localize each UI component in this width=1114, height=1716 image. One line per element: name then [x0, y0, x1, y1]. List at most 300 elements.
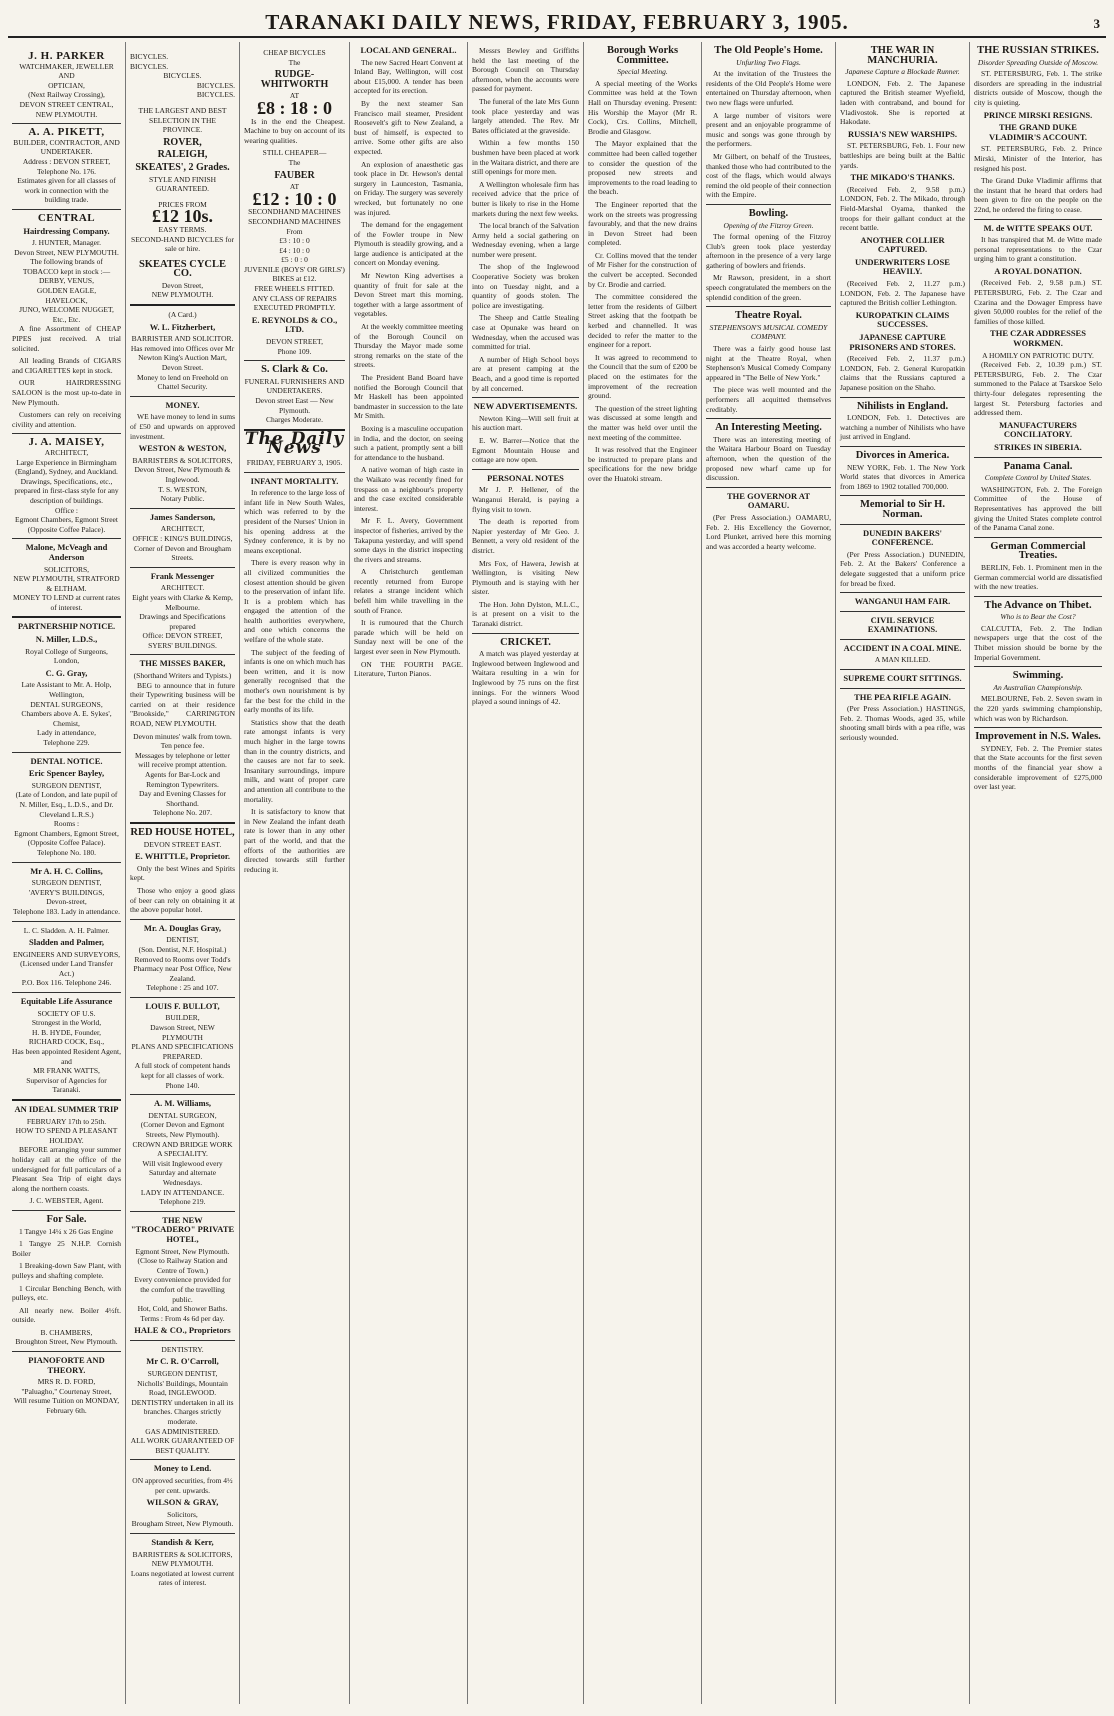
ocarroll-line: DENTISTRY undertaken in all its branches. Charges strictly moderate.	[131, 1397, 234, 1427]
baker-title: THE MISSES BAKER,	[139, 658, 226, 669]
war-title: THE WAR IN MANCHURIA.	[867, 45, 938, 66]
article-paragraph: The subject of the feeding of infants is one on which much has been written, and it is now generally recognised that the mother's own nourishment is by far the best for the child in the early months of its life.	[244, 647, 345, 715]
clark-line: Charges Moderate.	[266, 415, 323, 425]
baker-line: Agents for Bar-Lock and Remington Typewriters.	[144, 770, 221, 789]
news-paragraph: It is rumoured that the Church parade which will be held on Sunday next will be one of the largest ever seen in New Plymouth.	[354, 618, 463, 657]
bicycle-header	[130, 52, 235, 135]
mirski-title: PRINCE MIRSKI RESIGNS.	[983, 109, 1093, 120]
brand-skeates: SKEATES', 2 Grades.	[135, 161, 230, 173]
thibet-body: CALCUTTA, Feb. 2. The Indian newspapers urge that the cost of the Thibet mission should be borne by the Imperial Government.	[974, 623, 1102, 662]
pikett-line: Address : DEVON STREET,	[22, 156, 111, 166]
sladden-line: (Licensed under Land Transfer Act.)	[20, 959, 113, 978]
summer-agent: J. C. WEBSTER, Agent.	[29, 1196, 104, 1206]
secondhand-price: From	[286, 226, 303, 236]
maisey-line: Drawings, Specifications, etc., prepared in first-class style for any description of buildings.	[14, 476, 119, 505]
fitzherbert-line: Has removed into Offices over Mr Newton King's Auction Mart, Devon Street.	[130, 343, 235, 373]
standish-line: Loans negotiated at lowest current rates of interest.	[130, 1568, 235, 1588]
money-body: WE have money to lend in sums of £50 and upwards on approved investment.	[130, 412, 235, 441]
hair-note: All leading Brands of CIGARS and CIGARETTES kept in stock.	[12, 356, 121, 375]
pea-rifle-body: (Per Press Association.) HASTINGS, Feb. 2. Thomas Woods, aged 35, while shooting small birds with a pea rifle, was seriously wounded.	[840, 704, 965, 743]
news-paragraph: The local branch of the Salvation Army held a social gathering on Wednesday evening, when a large number were present.	[472, 221, 579, 259]
prisoners-title: JAPANESE CAPTURE PRISONERS AND STORES.	[849, 332, 956, 352]
underwriters-body: (Received Feb. 2, 11.27 p.m.) LONDON, Feb. 2. The Japanese have captured the British collier Lethington.	[840, 279, 965, 308]
sale-item: 1 Circular Benching Bench, with pulleys, etc.	[12, 1283, 121, 1303]
personal-note: Mr J. P. Hellener, of the Wanganui Herald, is paying a flying visit to town.	[472, 485, 579, 514]
theatre-body	[706, 344, 831, 414]
malone-details	[12, 565, 121, 613]
ocarroll-line: Nicholls' Buildings, Mountain Road, INGLEWOOD.	[137, 1378, 228, 1398]
summer-body: BEFORE arranging your summer holiday call at the office of the undersigned for full particulars of a Pleasant Sea Trip of eight days along the northern coasts.	[12, 1145, 121, 1193]
douglas-details	[130, 935, 235, 993]
column-1-advertisements	[8, 42, 126, 1704]
hair-subtitle: Hairdressing Company.	[23, 225, 110, 236]
fitzherbert-line: BARRISTER AND SOLICITOR.	[131, 334, 234, 344]
page-number: 3	[1093, 16, 1100, 31]
cricket-body: A match was played yesterday at Inglewood between Inglewood and Waitara resulting in a win for Inglewood by 75 runs on the first innings. For the winners Wood played a sound innings of 42.	[472, 649, 579, 707]
gray-line: DENTAL SURGEONS,	[30, 699, 103, 709]
parker-name: J. H. PARKER	[28, 50, 105, 62]
baker-line: Day and Evening Classes for Shorthand.	[138, 789, 227, 808]
baker-details	[130, 732, 235, 818]
news-paragraph: Boxing is a masculine occupation in India, and the doctor, on seeing such a patient, promptly sent a bill for attendance to the husband.	[354, 423, 463, 462]
bakers-title: DUNEDIN BAKERS' CONFERENCE.	[862, 527, 943, 548]
news-paragraph: A native woman of high caste in the Waikato was recently fined for trespass on a neighbour's property and the case excited considerable interest.	[354, 465, 463, 513]
ocarroll-line: ALL WORK GUARANTEED OF BEST QUALITY.	[130, 1436, 235, 1455]
nsw-body: SYDNEY, Feb. 2. The Premier states that the State accounts for the first seven months of the financial year show a considerable improvement of £275,000 over last year.	[974, 743, 1102, 792]
sale-item: 1 Breaking-down Saw Plant, with pulleys and shafting complete.	[12, 1261, 121, 1280]
news-paragraph: The committee considered the letter from the residents of Gilbert Street asking that the footpath be kerbed and channelled. It was decided to refer the matter to the engineer for a report.	[588, 292, 697, 350]
maisey-line: Egmont Chambers, Egmont Street (Opposite Coffee Palace).	[15, 515, 118, 534]
news-paragraph: The Grand Duke Vladimir affirms that the instant that he heard that orders had been given to fire on the people on the 22nd, he ordered the firing to cease.	[974, 176, 1102, 214]
newspaper-page	[8, 6, 1106, 1710]
supreme-court-title: SUPREME COURT SITTINGS.	[843, 673, 962, 684]
news-paragraph: A Christchurch gentleman recently returned from Europe relates a strange incident which befell him while travelling in the south of France.	[354, 567, 463, 615]
hair-manager: J. HUNTER, Manager.	[32, 238, 101, 248]
bicycle-word: BICYCLES.	[130, 61, 169, 71]
second-hand: SECOND-HAND BICYCLES for sale or hire.	[131, 234, 234, 254]
cheap-bicycles: CHEAP BICYCLES	[263, 48, 326, 57]
malone-line: MONEY TO LEND at current rates of interest.	[12, 593, 121, 612]
sale-agent: B. CHAMBERS,	[40, 1327, 93, 1337]
weston-line: Notary Public.	[160, 494, 205, 504]
secondhand-price: £3 : 10 : 0	[279, 236, 310, 246]
meeting-body: There was an interesting meeting of the Waitara Harbour Board on Tuesday afternoon, when the question of the proposed new wharf came up for discussion.	[706, 434, 831, 483]
clark-name: S. Clark & Co.	[261, 364, 328, 376]
news-paragraph: At the invitation of the Trustees the residents of the Old People's Home were entertained on Thursday afternoon, when two new flags were unfurled.	[706, 69, 831, 107]
news-paragraph: Cr. Collins moved that the tender of Mr Fisher for the construction of the culvert be accepted. Seconded by Cr. Brodie and carried.	[588, 250, 697, 289]
czar-workmen-title: THE CZAR ADDRESSES WORKMEN.	[990, 328, 1086, 349]
news-paragraph: A large number of visitors were present and an enjoyable programme of music and songs was gone through by the performers.	[706, 110, 831, 149]
whittle-name: E. WHITTLE, Proprietor.	[134, 851, 230, 862]
pikett-name: A. A. PIKETT,	[28, 126, 105, 139]
tobacco-brand: JUNO, WELCOME NUGGET,	[19, 305, 114, 315]
bicycle-word: BICYCLES.	[130, 52, 169, 61]
douglas-line: Telephone : 25 and 107.	[146, 983, 219, 993]
ocarroll-details	[130, 1369, 235, 1455]
reynolds-line: Phone 109.	[277, 346, 312, 356]
messenger-line: Drawings and Specifications prepared	[139, 612, 226, 631]
bullot-name: LOUIS F. BULLOT,	[145, 1000, 220, 1011]
personal-title: PERSONAL NOTES	[487, 472, 564, 483]
bullot-line: Dawson Street, NEW PLYMOUTH	[150, 1023, 215, 1042]
skeates-name: SKEATES CYCLE CO.	[138, 258, 227, 280]
williams-details	[130, 1111, 235, 1207]
equitable-title: Equitable Life Assurance	[20, 996, 113, 1007]
masthead-title: TARANAKI DAILY NEWS, FRIDAY, FEBRUARY 3, 1905.	[265, 10, 849, 34]
civil-service-title: CIVIL SERVICE EXAMINATIONS.	[867, 614, 938, 635]
sale-item: 1 Tangye 25 N.H.P. Cornish Boiler	[12, 1239, 121, 1258]
williams-line: (Corner Devon and Egmont Streets, New Plymouth).	[140, 1120, 225, 1139]
collins-line: Telephone 183. Lady in attendance.	[13, 906, 120, 916]
news-paragraph: The new Sacred Heart Convent at Inland Bay, Wellington, will cost about £15,000. A tender has been accepted for its erection.	[354, 57, 463, 96]
equitable-line: SOCIETY OF U.S.	[37, 1008, 96, 1018]
collins-line: 'AVERY'S BUILDINGS,	[28, 887, 105, 897]
nihilists-title: Nihilists in England.	[856, 400, 949, 412]
bullot-line: A full stock of competent hands kept for all classes of work.	[134, 1061, 231, 1081]
column-9-cable-news	[970, 42, 1106, 1704]
column-5-news	[468, 42, 584, 1704]
lend-body: ON approved securities, from 4½ per cent. upwards.	[132, 1476, 233, 1495]
czar-workmen-sub: A HOMILY ON PATRIOTIC DUTY.	[982, 350, 1094, 360]
messenger-line: ARCHITECT.	[160, 583, 205, 593]
hair-address: Devon Street, NEW PLYMOUTH.	[14, 247, 119, 257]
tobacco-brand: HAVELOCK,	[45, 295, 88, 305]
hotel-details	[130, 864, 235, 915]
sladden-line: ENGINEERS AND SURVEYORS,	[12, 949, 121, 959]
sanderson-line: Corner of Devon and Brougham Streets.	[133, 543, 232, 563]
dental-notice: DENTAL NOTICE.	[30, 755, 103, 766]
parker-line: NEW PLYMOUTH.	[35, 109, 98, 119]
column-7-news	[702, 42, 836, 1704]
wilson-line: Brougham Street, New Plymouth.	[131, 1519, 234, 1529]
swimming-sub: An Australian Championship.	[993, 682, 1083, 692]
hotel-line: Those who enjoy a good glass of beer can rely on obtaining it at the above popular hotel.	[130, 885, 235, 915]
news-paragraph: Mr F. L. Avery, Government inspector of fisheries, arrived by the Takapuna yesterday, and will spend some days in the district inspecting the rivers and streams.	[354, 516, 463, 564]
at-label: AT	[289, 91, 300, 101]
nsw-title: Improvement in N.S. Wales.	[975, 731, 1101, 743]
secondhand-price: £5 : 0 : 0	[281, 255, 308, 265]
hotel-address: DEVON STREET EAST.	[143, 839, 222, 849]
panama-sub: Complete Control by United States.	[984, 473, 1092, 483]
card-label: (A Card.)	[168, 310, 197, 320]
manufacturers-title: MANUFACTURERS CONCILIATORY.	[999, 419, 1077, 440]
hair-note: OUR HAIRDRESSING SALOON is the most up-to-date in New Plymouth.	[12, 378, 121, 407]
witte-body: It has transpired that M. de Witte made personal representations to the Czar urging him to grant a constitution.	[974, 235, 1102, 264]
baker-line: Devon minutes' walk from town.	[133, 731, 232, 741]
standish-line: NEW PLYMOUTH.	[151, 1559, 214, 1569]
easy-terms: EASY TERMS.	[158, 224, 207, 234]
bayley-line: Rooms :	[53, 819, 80, 829]
skeates-address: Devon Street,	[161, 280, 204, 290]
gray-name: C. G. Gray,	[45, 667, 88, 678]
column-2-advertisements	[126, 42, 240, 1704]
standish-name: Standish & Kerr,	[151, 1536, 214, 1547]
at-label: AT	[289, 182, 300, 192]
article-paragraph: There is every reason why in all civilized communities the closest attention should be given to the preservation of infant life. It is a problem which has engaged the attention of the health authorities everywhere, and one which concerns the welfare of the whole state.	[244, 558, 345, 645]
panama-title: Panama Canal.	[1003, 460, 1073, 472]
fitzherbert-name: W. L. Fitzherbert,	[149, 321, 216, 332]
bicycle-word: BICYCLES.	[163, 71, 202, 81]
messenger-details	[130, 583, 235, 650]
collier-title: ANOTHER COLLIER CAPTURED.	[860, 234, 945, 255]
bullot-line: BUILDER,	[165, 1013, 200, 1023]
old-peoples-home-body	[706, 69, 831, 200]
column-3-editorial	[240, 42, 350, 1704]
new-ad: E. W. Barrer—Notice that the Egmont Mountain House and cottage are now open.	[472, 435, 579, 465]
news-paragraph: It was agreed to recommend to the Council that the sum of £200 be placed on the estimates for the improvement of the recreation ground.	[588, 352, 697, 401]
mikado-body: (Received Feb. 2, 9.58 p.m.) LONDON, Feb. 2. The Mikado, through Field-Marshal Oyama, thanked the troops for their gallant conduct at the recent battle.	[840, 184, 965, 233]
gray-line: Lady in attendance,	[37, 728, 96, 738]
news-paragraph: The Sheep and Cattle Stealing case at Opunake was heard on Wednesday, when the accused was committed for trial.	[472, 313, 579, 352]
news-paragraph: The question of the street lighting was discussed at some length and the matter was held over until the next meeting of the committee.	[588, 403, 697, 442]
collins-name: Mr A. H. C. Collins,	[30, 865, 103, 876]
hair-notes	[12, 324, 121, 429]
news-paragraph: ON THE FOURTH PAGE. Literature, Turton Pianos.	[354, 659, 463, 679]
sale-address: Broughton Street, New Plymouth.	[15, 1337, 118, 1347]
brand-rover: ROVER,	[163, 136, 202, 148]
fauber: FAUBER	[274, 169, 315, 181]
rudge-whitworth: RUDGE-WHITWORTH	[260, 69, 329, 90]
parker-details	[12, 62, 121, 120]
sladden-details	[12, 950, 121, 988]
parker-line: WATCHMAKER, JEWELLER AND	[19, 61, 114, 81]
wilson-name: WILSON & GRAY,	[146, 1497, 219, 1508]
baker-line: Telephone No. 207.	[152, 808, 213, 818]
pikett-line: BUILDER, CONTRACTOR, AND UNDERTAKER.	[13, 137, 120, 157]
article-paragraph: Statistics show that the death rate amongst infants is very much higher in the large towns than in the country districts, and the causes are not far to seek. Insanitary surroundings, impure milk, and want of proper care and attention all contribute to the mortality.	[244, 717, 345, 804]
swimming-body: MELBOURNE, Feb. 2. Seven swam in the 220 yards swimming championship, which was won by Richardson.	[974, 694, 1102, 723]
fitzherbert-line: Money to lend on Freehold on Chattel Security.	[136, 372, 229, 392]
mikado-title: THE MIKADO'S THANKS.	[850, 172, 955, 183]
bakers-body: (Per Press Association.) DUNEDIN, Feb. 2. At the Bakers' Conference a delegate suggested that a uniform price for bread be fixed.	[840, 549, 965, 588]
hotel-line: Only the best Wines and Spirits kept.	[130, 863, 235, 883]
column-4-local-general	[350, 42, 468, 1704]
weston-line: T. S. WESTON,	[158, 484, 207, 494]
news-paragraph: There was a fairly good house last night at the Theatre Royal, when Stephenson's Musical Comedy Company appeared in "The Belle of New York."	[706, 344, 831, 382]
hair-title: CENTRAL	[37, 211, 96, 224]
ocarroll-name: Mr C. R. O'Carroll,	[146, 1356, 219, 1367]
news-paragraph: The President Band Board have notified the Borough Council that Mr Haskell has been appointed bandmaster in succession to the late Mr Smith.	[354, 373, 463, 421]
piano-line: Will resume Tuition on MONDAY, February 6th.	[13, 1396, 120, 1416]
skeates-address: NEW PLYMOUTH.	[151, 290, 214, 300]
collins-line: SURGEON DENTIST,	[31, 878, 102, 888]
swimming-title: Swimming.	[1012, 670, 1064, 682]
weston-details	[130, 456, 235, 504]
strikes-sub: Disorder Spreading Outside of Moscow.	[977, 57, 1099, 67]
miller-name: N. Miller, L.D.S.,	[35, 634, 98, 645]
baker-sub: (Shorthand Writers and Typists.)	[133, 671, 232, 681]
news-paragraph: The formal opening of the Fitzroy Club's green took place yesterday afternoon in the presence of a very large gathering of bowlers and friends.	[706, 232, 831, 270]
trocadero-line: (Close to Railway Station and Centre of Town.)	[137, 1256, 228, 1275]
secondhand-machines: SECONDHAND MACHINES SECONDHAND MACHINES	[248, 207, 341, 226]
thibet-title: The Advance on Thibet.	[984, 599, 1092, 611]
personal-note: The death is reported from Napier yesterday of Mr Geo. J. Bennett, a very old resident of the district.	[472, 517, 579, 555]
secondhand-prices	[244, 227, 345, 265]
equitable-line: Supervisor of Agencies for Taranaki.	[26, 1075, 107, 1095]
wilson-line: Solicitors,	[167, 1509, 198, 1519]
witte-title: M. de WITTE SPEAKS OUT.	[983, 222, 1093, 233]
news-paragraph: Within a few months 150 bushmen have been placed at work in the Waitara district, and there are still openings for more men.	[472, 138, 579, 177]
sale-title: For Sale.	[46, 1213, 87, 1225]
hair-note: Customers can rely on receiving civility and attention.	[12, 410, 121, 429]
bowling-title: Bowling.	[748, 207, 789, 219]
bowling-sub: Opening of the Fitzroy Green.	[723, 220, 814, 230]
douglas-line: DENTIST,	[166, 935, 199, 945]
fauber-price: £12 : 10 : 0	[252, 188, 337, 209]
williams-name: A. M. Williams,	[153, 1098, 212, 1109]
governor-body: (Per Press Association.) OAMARU, Feb. 2. His Excellency the Governor, Lord Plunket, arrived here this morning and was accorded a hearty welcome.	[706, 512, 831, 551]
news-paragraph: The demand for the engagement of the Fowler troupe in New Plymouth is steadily growing, and a large audience is anticipated at the concert on Monday evening.	[354, 220, 463, 268]
news-paragraph: A number of High School boys are at present camping at the Beach, and a good time is reported by all concerned.	[472, 354, 579, 393]
maisey-details	[12, 448, 121, 534]
williams-line: LADY IN ATTENDANCE.	[140, 1187, 225, 1197]
hair-note: A fine Assortment of CHEAP PIPES just received. A trial solicited.	[12, 324, 121, 353]
williams-line: Will visit Inglewood every Saturday and alternate Wednesdays.	[142, 1158, 223, 1187]
ocarroll-line: SURGEON DENTIST,	[147, 1369, 218, 1379]
the-label: The	[288, 57, 301, 67]
bayley-line: Egmont Chambers, Egmont Street, (Opposite Coffee Palace).	[14, 828, 119, 848]
summer-title: AN IDEAL SUMMER TRIP	[14, 1104, 119, 1114]
equitable-line: Strongest in the World,	[31, 1018, 102, 1028]
czar-workmen-body: (Received Feb. 2, 10.39 p.m.) ST. PETERSBURG, Feb. 2. The Czar summoned to the Palace at Tsarskoe Selo thirty-four delegates representing the largest St. Petersburg factories and addressed them.	[974, 360, 1102, 418]
sanderson-line: ARCHITECT,	[160, 524, 205, 534]
new-ads-title: NEW ADVERTISEMENTS.	[473, 401, 578, 412]
borough-works-sub: Special Meeting.	[617, 67, 668, 77]
sladden-name: Sladden and Palmer,	[28, 937, 105, 948]
borough-works-body	[588, 79, 697, 484]
rudge-body: Is in the end the Cheapest. Machine to buy on account of its wearing qualities.	[244, 116, 345, 145]
local-general-body	[354, 58, 463, 679]
dentistry-label: DENTISTRY.	[161, 1344, 204, 1354]
money-title: MONEY.	[165, 399, 200, 410]
old-peoples-home-sub: Unfurling Two Flags.	[736, 57, 801, 67]
equitable-line: H. B. HYDE, Founder,	[31, 1027, 102, 1037]
news-paragraph: The funeral of the late Mrs Gunn took place yesterday and was largely attended. The Rev. Mr Bates officiated at the graveside.	[472, 96, 579, 135]
royal-donation-title: A ROYAL DONATION.	[994, 265, 1082, 276]
underwriters-title: UNDERWRITERS LOSE HEAVILY.	[855, 256, 950, 277]
theatre-title: Theatre Royal.	[735, 310, 802, 322]
hair-intro: The following brands of TOBACCO kept in stock :—	[22, 257, 111, 276]
sanderson-line: OFFICE : KING'S BUILDINGS,	[132, 533, 233, 543]
news-paragraph: Mr Gilbert, on behalf of the Trustees, thanked those who had contributed to the cost of the flags, which would always remind the old people of their connection with the Empire.	[706, 151, 831, 200]
brand-raleigh: RALEIGH,	[157, 149, 208, 161]
column-6-borough-works	[584, 42, 702, 1704]
sale-items	[12, 1227, 121, 1325]
sanderson-details	[130, 524, 235, 562]
douglas-line: Removed to Rooms over Todd's Pharmacy near Post Office, New Zealand.	[133, 954, 232, 983]
tobacco-brand: GOLDEN EAGLE,	[36, 286, 97, 296]
trocadero-line: Every convenience provided for the comfort of the travelling public.	[134, 1275, 231, 1304]
piano-details	[12, 1377, 121, 1415]
maisey-line: Large Experience in Birmingham (England), Sydney, and Auckland.	[15, 457, 118, 477]
rudge-price: £8 : 18 : 0	[257, 97, 332, 118]
pikett-details	[12, 138, 121, 205]
new-ads-body	[472, 414, 579, 465]
malone-line: SOLICITORS,	[43, 564, 90, 574]
borough-works-title: Borough Works Committee.	[606, 45, 679, 66]
messenger-line: Office: DEVON STREET, SYERS' BUILDINGS.	[142, 631, 223, 650]
fitzherbert-details	[130, 334, 235, 392]
personal-note: The Hon. John Dylston, M.L.C., is at present on a visit to the Taranaki district.	[472, 599, 579, 629]
standish-line: BARRISTERS & SOLICITORS,	[132, 1549, 233, 1559]
strikes-title: THE RUSSIAN STRIKES.	[977, 45, 1099, 56]
german-treaties-body: BERLIN, Feb. 1. Prominent men in the German commercial world are dissatisfied with the new treaties.	[974, 562, 1102, 592]
prisoners-body: (Received Feb. 2, 11.37 p.m.) LONDON, Feb. 2. General Kuropatkin claims that the Russians captured a Japanese position on the Shaho.	[840, 354, 965, 392]
bullot-line: Phone 140.	[165, 1080, 200, 1090]
war-sub: Japanese Capture a Blockade Runner.	[845, 67, 960, 77]
ham-fair-title: WANGANUI HAM FAIR.	[854, 596, 951, 607]
weston-line: Devon Street, New Plymouth & Inglewood.	[134, 465, 231, 484]
bicycle-selection: THE LARGEST AND BEST SELECTION IN THE PROVINCE.	[138, 105, 227, 135]
parker-line: (Next Railway Crossing),	[28, 90, 105, 100]
article-paragraph: In reference to the large loss of infant life in New South Wales, which was referred to by the president of the Nurses' Union in his opening address at the Sydney conference, it is by no means exceptional.	[244, 488, 345, 555]
reynolds-name: E. REYNOLDS & CO., LTD.	[251, 314, 338, 335]
divorces-body: NEW YORK, Feb. 1. The New York World states that divorces in America from 1869 to 1902 totalled 700,000.	[840, 462, 965, 491]
williams-line: CROWN AND BRIDGE WORK A SPECIALITY.	[132, 1139, 233, 1159]
baker-line: Ten pence fee.	[160, 741, 205, 751]
news-paragraph: The piece was well mounted and the performers all acquitted themselves creditably.	[706, 385, 831, 414]
news-paragraph: At the weekly committee meeting of the Borough Council on Thursday the Mayor made some strong remarks on the state of the streets.	[354, 322, 463, 370]
trocadero-name: THE NEW "TROCADERO" PRIVATE HOTEL,	[130, 1214, 235, 1244]
sanderson-name: James Sanderson,	[149, 511, 216, 522]
weston-line: BARRISTERS & SOLICITORS,	[132, 455, 233, 465]
style-guarantee: STYLE AND FINISH GUARANTEED.	[148, 174, 217, 194]
clark-line: FUNERAL FURNISHERS AND UNDERTAKERS.	[244, 376, 345, 396]
cricket-title: CRICKET.	[500, 636, 551, 648]
bayley-line: SURGEON DENTIST,	[31, 780, 102, 790]
trocadero-line: Hot, Cold, and Shower Baths.	[137, 1304, 228, 1314]
bullot-details	[130, 1013, 235, 1090]
sladden-line: P.O. Box 116. Telephone 246.	[21, 978, 112, 988]
collins-details	[12, 878, 121, 916]
news-paragraph: It was resolved that the Engineer be instructed to prepare plans and specifications for the new bridge over the Huatoki stream.	[588, 445, 697, 483]
news-paragraph: ST. PETERSBURG, Feb. 2. Prince Mirski, Minister of the Interior, has resigned his post.	[974, 144, 1102, 173]
repairs: ANY CLASS OF REPAIRS EXECUTED PROMPTLY.	[252, 293, 337, 313]
article-body	[244, 488, 345, 874]
paper-title: The Daily News	[244, 428, 345, 459]
tobacco-brand: DERBY, VENUS,	[39, 276, 94, 286]
still-cheaper: STILL CHEAPER—	[262, 148, 327, 158]
trocadero-details	[130, 1247, 235, 1324]
collins-line: Devon-street,	[46, 897, 87, 907]
bayley-details	[12, 781, 121, 858]
reynolds-line: DEVON STREET,	[266, 337, 323, 347]
secondhand-price: £4 : 10 : 0	[279, 245, 310, 255]
news-paragraph: Mr Newton King advertises a quantity of fruit for sale at the Devon Street mart this morning, together with a large assortment of vegetables.	[354, 271, 463, 319]
news-paragraph: A special meeting of the Works Committee was held at the Town Hall on Thursday evening. Present: His Worship the Mayor (Mr R. Cock), Crs. Collins, Mitchell, Brodie and Glasgow.	[588, 78, 697, 136]
equitable-line: Has been appointed Resident Agent, and	[12, 1047, 121, 1066]
bicycle-word: BICYCLES.	[196, 90, 235, 100]
personal-body	[472, 485, 579, 628]
maisey-line: ARCHITECT,	[44, 447, 89, 457]
sladden-pair: L. C. Sladden. A. H. Palmer.	[23, 925, 110, 935]
baker-line: Messages by telephone or letter will receive prompt attention.	[135, 750, 230, 770]
royal-donation-body: (Received Feb. 2, 9.58 p.m.) ST. PETERSBURG, Feb. 2. The Czar and Czarina and the Dowager Empress have given 50,000 roubles for the relief of the families of those killed.	[974, 278, 1102, 326]
partnership-title: PARTNERSHIP NOTICE.	[17, 621, 116, 632]
german-treaties-title: German Commercial Treaties.	[990, 540, 1086, 562]
trocadero-line: Terms : From 4s 6d per day.	[140, 1313, 225, 1323]
nihilists-body: LONDON, Feb. 1. Detectives are watching a number of Nihilists who have just arrived in England.	[840, 413, 965, 442]
bayley-line: (Late of London, and late pupil of N. Miller, Esq., L.D.S., and Dr. Cleveland L.R.S.)	[15, 790, 118, 819]
article-title: INFANT MORTALITY.	[250, 475, 339, 486]
strikes-body: ST. PETERSBURG, Feb. 1. The strike disorders are spreading in the industrial districts outside of Moscow, though the city is quieting.	[974, 69, 1102, 107]
column-8-cable-news	[836, 42, 970, 1704]
piano-title: PIANOFORTE AND THEORY.	[28, 1355, 105, 1375]
news-paragraph: The Engineer reported that the work on the streets was progressing favourably, and that the new drains in Devon Street had been completed.	[588, 199, 697, 248]
paper-date: FRIDAY, FEBRUARY 3, 1905.	[246, 457, 343, 467]
coal-mine-title: ACCIDENT IN A COAL MINE.	[843, 642, 962, 653]
bicycle-word: BICYCLES.	[196, 80, 235, 90]
